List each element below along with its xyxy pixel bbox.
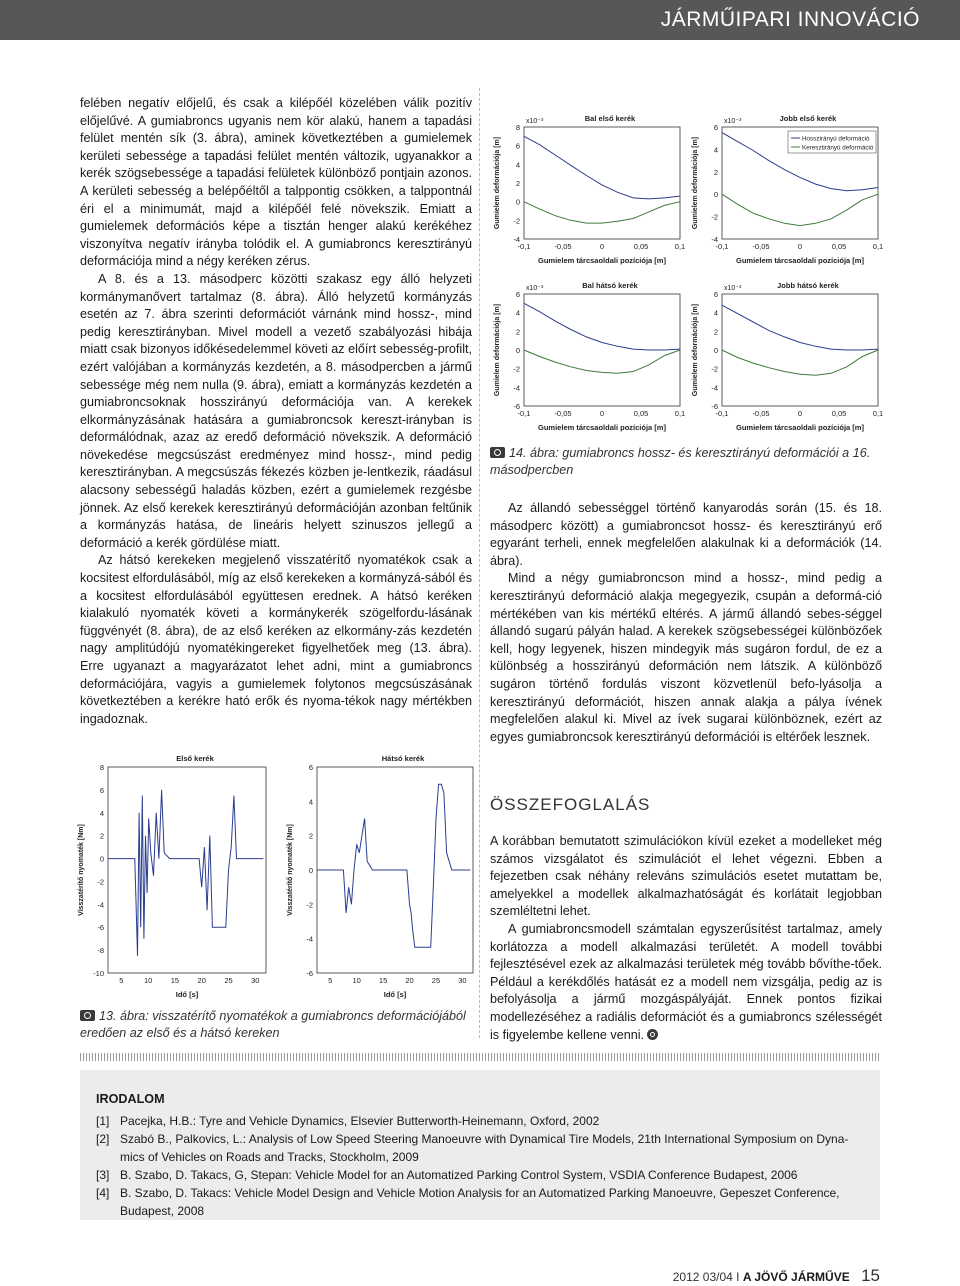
paragraph: Az állandó sebességgel történő kanyarodás során (15. és 18. másodperc között) a gumiabroncsot hossz- és keresztirányú erő egyaránt terheli, ennek megfelelően alakulnak ki a deformációk (14. ábra). [490,501,882,568]
series-line [722,350,878,375]
reference-item: [1] Pacejka, H.B.: Tyre and Vehicle Dynamics, Elsevier Butterworth-Heinemann, Oxford, 2002 [96,1114,600,1128]
y-tick-label: 4 [713,145,718,155]
y-tick-label: -6 [306,969,313,978]
y-tick-label: 0 [308,866,313,875]
y-tick-label: 2 [308,831,313,841]
x-axis-label: Gumielem tárcsaoldali pozíciója [m] [538,256,666,265]
series-line [524,202,680,223]
chart-jobb-hatso-kerek [688,272,888,440]
y-tick-label: -6 [97,923,104,933]
y-tick-label: -6 [513,402,520,411]
y-tick-label: 4 [713,308,718,318]
x-tick-label: 25 [431,976,441,985]
chart-bal-hatso-kerek [490,272,690,440]
x-axis-label: Gumielem tárcsaoldali pozíciója [m] [736,256,864,265]
y-tick-label: 2 [713,167,718,177]
y-tick-label: -4 [513,235,520,244]
x-tick-label: 0,05 [633,242,649,251]
y-axis-label: Visszatérítő nyomaték [Nm] [78,824,85,916]
paragraph: A 8. és a 13. másodperc közötti szakasz egy álló helyzeti kormánymanővert tartalmaz (8. ábra). Álló helyzetű kormányzás esetén az 7. ábra szerinti deformációt várnánk mind hossz-, mind pedig keresztirányban. Mivel modell a vezető szabályozási hibája miatt csak bizonyos időkésedelemmel követi az előírt sebesség-profilt, ezért valójában a kormányzás kezdetén, a 8. másodpercben a jármű sebessége még nem nulla (9. ábra), emiatt a kormányzás kezdetén a gumiabroncsoknak hosszirányú deformációja van. A kerekek elkormányzásának hatására a gumiabroncsok kereszt-irányban is deformálódnak, azaz az eredő deformáció növekszik. A deformáció növekedése megcsúszást eredményez mind hossz-, mind pedig keresztirányban. A megcsúszás fékezés közben je-lentkezik, ráadásul alacsony sebességű haladás közben, ezért a gumielemek rezgésbe jönnek. Az első kerekek keresztirányú deformációján azonban feltűnik a kormányzás hatása, de lineáris helyett szinuszos jellegű a deformáció a kerék gördülése miatt. [80,271,472,550]
y-tick-label: 8 [99,763,104,772]
paragraph: felében negatív előjelű, és csak a kilépőél közelében válik pozitív előjelűvé. A gumiabroncs ugyanis nem kör alakú, hanem a tapadási felület mentén sík (3. ábra), aminek következtében a gumielemek kerületi sebessége a tapadási felület mentén változik, ugyanakkor a kerék szögsebessége a tapadási felületek különböző pontjain azonos. A kerületi sebesség a belépőéltől a talppontig csökken, a talppontnál éri el a minimumát, majd a kilépőél felé növekszik. Emiatt a gumielemek deformációs képe a tisztán henger alakú kerékéhez viszonyítva negatív irányba tolódik el. A gumiabroncs keresztirányú deformációja mind a négy keréken zérus. [80,96,472,269]
y-tick-label: 8 [515,123,520,132]
x-axis-label: Idő [s] [175,990,199,999]
x-tick-label: 20 [405,976,414,985]
y-tick-label: -4 [711,383,718,393]
references-list [96,1112,866,1220]
y-tick-label: -2 [513,364,520,374]
reference-item: [4] B. Szabo, D. Takacs: Vehicle Model Design and Vehicle Motion Analysis for an Automatized Parking Manoeuvre, Gepeszet Conference, Budapest, 2008 [96,1186,840,1218]
y-tick-label: 2 [713,327,718,337]
chart-hatso-kerek-nyomatek [283,745,483,1007]
section-title: ÖSSZEFOGLALÁS [490,795,651,814]
x-tick-label: 0,05 [831,242,847,251]
axis-exponent-label: x10⁻³ [526,118,544,125]
chart-title: Jobb első kerék [779,114,837,123]
x-tick-label: 30 [251,976,260,985]
x-tick-label: 0 [797,409,803,418]
x-tick-label: -0,05 [554,242,572,251]
y-axis-label: Gumielem deformációja [m] [494,303,501,397]
caption-marker-icon [490,447,505,458]
chart-title: Jobb hátsó kerék [777,281,839,290]
y-tick-label: 4 [99,808,104,818]
x-axis-label: Gumielem tárcsaoldali pozíciója [m] [538,423,666,432]
running-title: JÁRMŰIPARI INNOVÁCIÓ [660,8,920,31]
end-mark-icon [647,1029,658,1040]
y-tick-label: -4 [513,383,520,393]
chart-title: Bal első kerék [584,114,636,123]
y-axis-label: Gumielem deformációja [m] [692,136,699,230]
magazine-name: A JÖVŐ JÁRMŰVE [742,1270,850,1284]
x-tick-label: 0 [599,242,605,251]
x-tick-label: -0,1 [517,242,531,251]
x-tick-label: 0,05 [633,409,649,418]
series-line [524,350,680,373]
paragraph: A korábban bemutatott szimulációkon kívül ezeket a modelleket még számos vizsgálatot és szimulációt el lehet végezni. Ebben a fejezetben csak néhány releváns szimulációs esetet mutattam be, amelyekkel a modellek alkalmazhatóságát és korlátait legjobban szemléltetni lehet. [490,834,882,919]
references-title: IRODALOM [96,1092,165,1106]
x-tick-label: 15 [378,976,388,985]
x-tick-label: 20 [197,976,206,985]
page-number: 15 [861,1266,880,1285]
series-line [108,790,263,956]
y-tick-label: 2 [99,831,104,841]
paragraph: Az hátsó kerekeken megjelenő visszatérítő nyomatékok csak a kocsitest elfordulásából, míg az első kerekeken a kormányzá-sából és a kocsitest elfordulásából együttesen erednek. A hátsó keréken kialakuló nyomaték követi a kormánykerék szögelfordu-lásának függvényét (8. ábra), de az első keréken az elkormány-zás kezdetén nagy amplitúdójú nyomatékingereket figyelhetőek meg (13. ábra). Erre ugyanazt a magyarázatot lehet adni, mint a gumiabroncs deformációjára, vagyis a gumielemek folytonos megcsúszásának következtében a kerékre ható erők és nyoma-tékok nagy mértékben ingadoznak. [80,553,472,726]
y-tick-label: 2 [515,179,520,188]
y-tick-label: 6 [713,123,718,132]
x-tick-label: -0,1 [517,409,531,418]
series-line [524,303,680,350]
x-tick-label: 0,1 [872,242,884,251]
x-tick-label: -0,1 [715,242,729,251]
caption-marker-icon [80,1010,95,1021]
references-box [80,1070,880,1220]
paragraph: Mind a négy gumiabroncson mind a hossz-, mind pedig a keresztirányú deformáció alakja megegyezik, csupán a deformá-ció mértékében van kis mértékű eltérés. A jármű állandó sebes-séggel állandó sugarú pályán halad. A kerekek szögsebességei különbözőek kell, hogy legyenek, hiszen mindegyik más sugáron fordul, de ez a különbség a hosszirányú deformáción nem látszik. A különböző sugáron történő fordulás viszont közvetlenül befo-lyásolja a keresztirányú deformációt, hiszen annak alakja a pálya ívének megfelelően alakul ki. Mivel az ívek sugarai különböznek, ezért az egyes gumiabroncsok keresztirányú deformációi is eltérőek lesznek. [490,571,882,744]
x-tick-label: 0 [599,409,605,418]
paragraph: A gumiabroncsmodell számtalan egyszerűsítést tartalmaz, amely korlátozza a modell alkalmazási területét. A modell további fejlesztésével ezek az alkalmazási területek még tovább bővíthe-tőek. Például a kerékdőlés hatását ez a modell nem vizsgálja, pedig az is befolyásolja a jármű mozgáspályáját. Ennek pontos fizikai modellezéséhez a radiális deformációt és a gumiabroncs szélességét is figyelembe kellene venni. [490,921,882,1042]
chart-elso-kerek-nyomatek [74,745,276,1007]
x-axis-label: Idő [s] [383,990,407,999]
x-tick-label: 0,05 [831,409,847,418]
series-line [722,305,878,350]
x-tick-label: 25 [224,976,233,985]
y-tick-label: 6 [713,290,718,299]
hatched-separator [80,1053,880,1061]
y-tick-label: 0 [713,190,718,200]
page-header [0,0,960,40]
y-tick-label: 2 [515,327,520,337]
y-tick-label: 0 [713,346,718,355]
axis-exponent-label: x10⁻³ [526,285,544,292]
x-tick-label: 0 [797,242,803,251]
y-tick-label: -2 [711,364,718,374]
chart-title: Első kerék [176,754,214,763]
y-tick-label: 6 [99,785,104,795]
right-column-text [490,500,882,746]
figure-14-caption: 14. ábra: gumiabroncs hossz- és keresztirányú deformációi a 16. másodpercben [490,446,871,477]
y-tick-label: 4 [515,308,520,318]
y-tick-label: -2 [711,212,718,222]
y-axis-label: Visszatérítő nyomaték [Nm] [287,824,294,916]
y-tick-label: -8 [97,946,104,956]
chart-jobb-elso-kerek [688,105,888,273]
y-tick-label: 4 [308,797,313,807]
y-axis-label: Gumielem deformációja [m] [692,303,699,397]
y-tick-label: -6 [711,402,718,411]
y-tick-label: -2 [513,216,520,226]
y-tick-label: -2 [306,900,313,910]
x-tick-label: 5 [119,976,124,985]
chart-bal-elso-kerek [490,105,690,273]
reference-item: [3] B. Szabo, D. Takacs, G, Stepan: Vehicle Model for an Automatized Parking Control System, VSDIA Conference Budapest, 2006 [96,1168,798,1182]
y-tick-label: 6 [515,290,520,299]
y-tick-label: 0 [99,854,104,864]
issue-label: 2012 03/04 I [672,1270,740,1284]
axis-exponent-label: x10⁻³ [724,285,742,292]
series-line [317,784,470,947]
x-tick-label: 10 [143,976,153,985]
plot-frame [108,767,266,973]
x-tick-label: -0,05 [752,242,770,251]
x-tick-label: -0,05 [554,409,572,418]
x-tick-label: 30 [458,976,467,985]
figure-13-caption: 13. ábra: visszatérítő nyomatékok a gumiabroncs deformációjából eredően az első és a hátsó kereken [80,1009,466,1040]
legend-entry: Hosszirányú deformáció [802,135,870,143]
y-tick-label: 6 [515,141,520,151]
series-line [722,194,878,225]
y-tick-label: 4 [515,160,520,170]
x-tick-label: -0,05 [752,409,770,418]
y-tick-label: 0 [515,197,520,207]
x-tick-label: 15 [170,976,180,985]
y-tick-label: 6 [308,763,313,772]
page-footer [673,1266,880,1286]
y-tick-label: -10 [93,969,104,978]
y-tick-label: -2 [97,877,104,887]
y-tick-label: -4 [306,934,313,944]
x-tick-label: 0,1 [674,409,686,418]
axis-exponent-label: x10⁻³ [724,118,742,125]
summary-text [490,833,882,1044]
chart-title: Hátsó kerék [381,754,425,763]
left-column-text [80,95,472,728]
x-tick-label: 10 [352,976,361,985]
plot-frame [524,127,680,239]
x-tick-label: 0,1 [872,409,884,418]
y-tick-label: -4 [711,235,718,244]
y-tick-label: -4 [97,900,104,910]
series-line [524,136,680,199]
x-tick-label: 0,1 [674,242,686,251]
chart-title: Bal hátsó kerék [582,281,638,290]
x-tick-label: 5 [328,976,333,985]
x-tick-label: -0,1 [715,409,729,418]
y-axis-label: Gumielem deformációja [m] [494,136,501,230]
y-tick-label: 0 [515,346,520,355]
legend-entry: Keresztirányú deformáció [802,144,874,152]
x-axis-label: Gumielem tárcsaoldali pozíciója [m] [736,423,864,432]
reference-item: [2] Szabó B., Palkovics, L.: Analysis of Low Speed Steering Manoeuvre with Dynamical Tire Models, 21th International Symposium on Dyna-mics of Vehicles on Roads and Tracks, Stockholm, 2009 [96,1132,849,1164]
